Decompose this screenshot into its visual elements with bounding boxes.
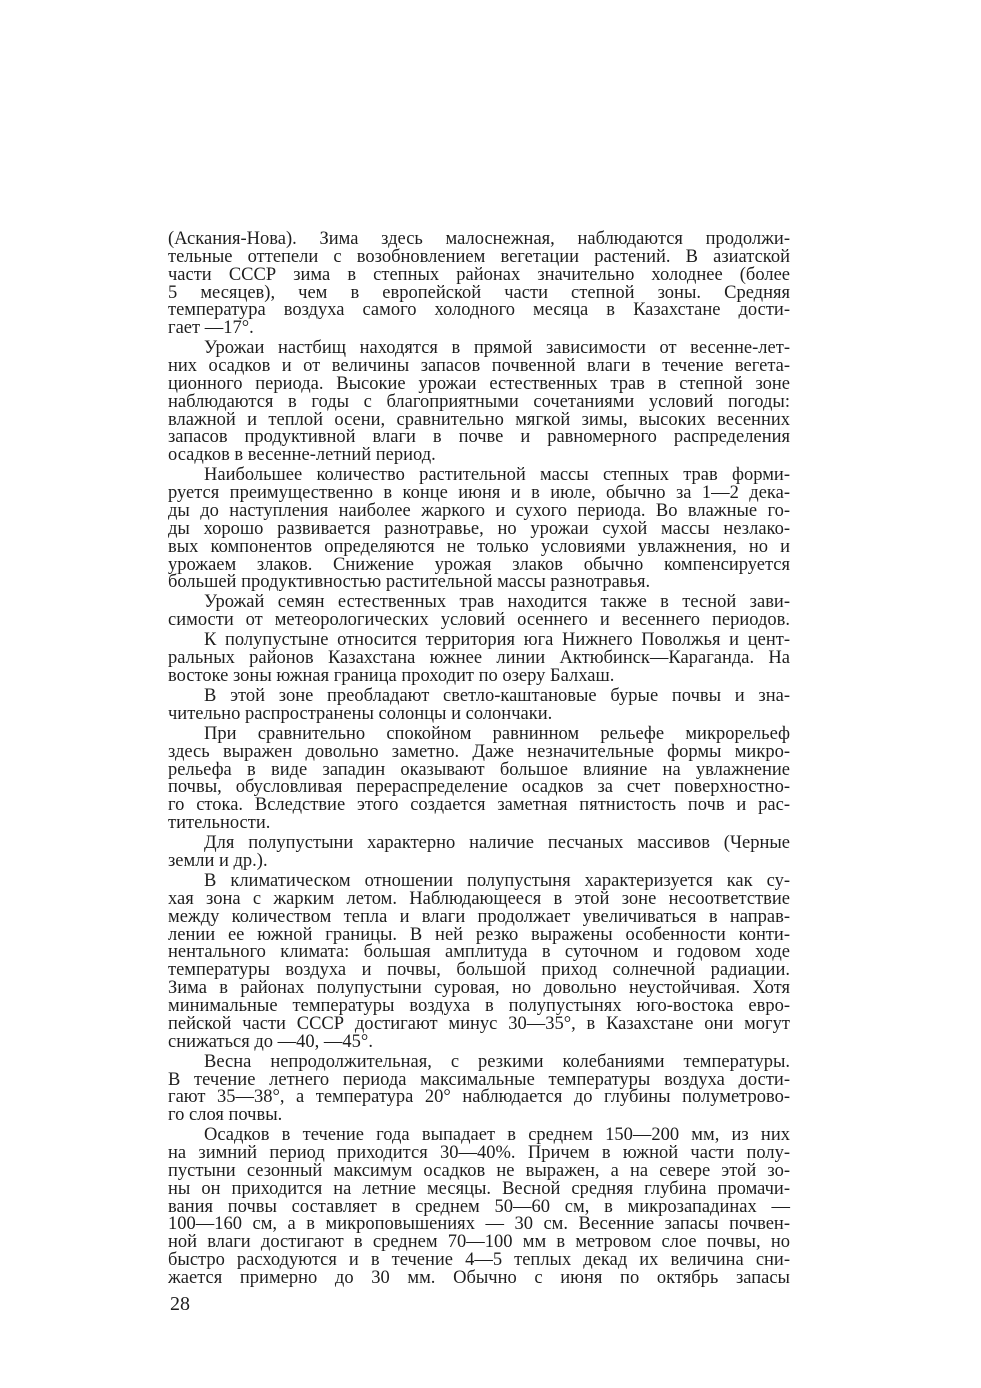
text-line: го стока. Вследствие этого создается заметная пятнистость почв и рас- xyxy=(168,795,790,816)
text-line: быстро расходуются и в течение 4—5 теплых декад их величина сни- xyxy=(168,1250,790,1271)
text-line: запасов продуктивной влаги в почве и равномерного распределения xyxy=(168,427,790,448)
text-line: Осадков в течение года выпадает в среднем 150—200 мм, из них xyxy=(204,1125,790,1146)
text-line: гает —17°. xyxy=(168,318,254,339)
text-line: тительности. xyxy=(168,813,271,834)
paragraph xyxy=(168,594,790,630)
paragraph xyxy=(168,467,790,592)
paragraph xyxy=(168,231,790,338)
text-line: востоке зоны южная граница проходит по озеру Балхаш. xyxy=(168,666,615,686)
text-line: на зимний период приходится 30—40%. Причем в южной части полу- xyxy=(168,1143,790,1164)
text-line: Для полупустыни характерно наличие песчаных массивов (Черные xyxy=(204,833,790,854)
paragraph xyxy=(168,835,790,871)
text-line: между количеством тепла и влаги продолжает увеличиваться в направ- xyxy=(168,906,790,927)
text-line: Урожаи настбищ находятся в прямой зависимости от весенне-лет- xyxy=(204,338,790,359)
paragraph xyxy=(168,340,790,465)
text-line: ционного периода. Высокие урожаи естественных трав в степной зоне xyxy=(168,373,790,394)
text-line: руется преимущественно в конце июня и в июле, обычно за 1—2 дека- xyxy=(168,483,790,504)
text-line: здесь выражен довольно заметно. Даже незначительные формы микро- xyxy=(168,741,790,762)
text-line: температуры воздуха и почвы, большой приход солнечной радиации. xyxy=(168,960,790,981)
text-line: осадков в весенне-летний период. xyxy=(168,445,436,466)
text-line: го слоя почвы. xyxy=(168,1105,283,1126)
text-line: ды до наступления наиболее жаркого и сухого периода. Во влажные го- xyxy=(168,501,790,522)
text-line: пустыни сезонный максимум осадков не выражен, а на севере этой зо- xyxy=(168,1160,790,1181)
paragraph xyxy=(168,1127,790,1288)
text-line: влажной и теплой осени, сравнительно мягкой зимы, высоких весенних xyxy=(168,409,790,430)
text-line: хая зона с жарким летом. Наблюдающееся в этой зоне несоответствие xyxy=(168,888,790,909)
text-line: жается примерно до 30 мм. Обычно с июня по октябрь запасы xyxy=(168,1267,790,1288)
text-line: земли и др.). xyxy=(168,851,268,871)
text-line: минимальные температуры воздуха в полупустынях юго-востока евро- xyxy=(168,995,790,1016)
text-line: урожаем злаков. Снижение урожая злаков обычно компенсируется xyxy=(168,554,790,575)
text-line: части СССР зима в степных районах значительно холоднее (более xyxy=(168,264,790,285)
text-line: них осадков и от величины запасов почвенной влаги в течение вегета- xyxy=(168,356,790,377)
text-line: В климатическом отношении полупустыня характеризуется как су- xyxy=(204,871,790,892)
page-number: 28 xyxy=(170,1293,190,1315)
paragraph xyxy=(168,688,790,724)
paragraph xyxy=(168,632,790,686)
text-line: 100—160 см, а в микроповышениях — 30 см. Весенние запасы почвен- xyxy=(168,1214,790,1235)
text-line: Зима в районах полупустыни суровая, но довольно неустойчивая. Хотя xyxy=(168,978,790,999)
text-line: пейской части СССР достигают минус 30—35°, в Казахстане они могут xyxy=(168,1013,790,1034)
text-line: рельефа в виде западин оказывают большое влияние на увлажнение xyxy=(168,759,790,780)
text-line: К полупустыне относится территория юга Нижнего Поволжья и цент- xyxy=(204,630,790,651)
text-line: большей продуктивностью растительной массы разнотравья. xyxy=(168,572,651,593)
text-line: 5 месяцев), чем в европейской части степной зоны. Средняя xyxy=(168,282,790,303)
text-line: В этой зоне преобладают светло-каштановые бурые почвы и зна- xyxy=(204,686,790,707)
text-line: тельные оттепели с возобновлением вегетации растений. В азиатской xyxy=(168,246,790,267)
text-line: симости от метеорологических условий осеннего и весеннего периодов. xyxy=(168,610,790,631)
text-line: вания почвы составляет в среднем 50—60 см, в микрозападинах — xyxy=(168,1196,790,1217)
text-line: лении ее южной границы. В ней резко выражены особенности конти- xyxy=(168,924,790,945)
text-line: температура воздуха самого холодного месяца в Казахстане дости- xyxy=(168,300,790,321)
text-line: наблюдаются в годы с благоприятными сочетаниями условий погоды: xyxy=(168,391,790,412)
text-line: ральных районов Казахстана южнее линии Актюбинск—Караганда. На xyxy=(168,648,790,669)
text-line: Наибольшее количество растительной массы степных трав форми- xyxy=(204,465,790,486)
text-line: гают 35—38°, а температура 20° наблюдается до глубины полуметрово- xyxy=(168,1087,790,1108)
text-line: ной влаги достигают в среднем 70—100 мм в метровом слое почвы, но xyxy=(168,1232,790,1253)
text-line: ны он приходится на летние месяцы. Весной средняя глубина промачи- xyxy=(168,1178,790,1199)
text-line: Весна непродолжительная, с резкими колебаниями температуры. xyxy=(204,1051,790,1072)
text-line: чительно распространены солонцы и солончаки. xyxy=(168,703,553,724)
paragraph xyxy=(168,1051,790,1126)
text-line: При сравнительно спокойном равнинном рельефе микрорельеф xyxy=(204,723,790,744)
text-line: вых компонентов определяются не только условиями увлажнения, но и xyxy=(168,536,790,557)
paragraph xyxy=(168,723,790,834)
paragraph xyxy=(168,873,790,1051)
text-line: ды хорошо развивается разнотравье, но урожаи сухой массы незлако- xyxy=(168,518,790,539)
text-line: (Аскания-Нова). Зима здесь малоснежная, наблюдаются продолжи- xyxy=(168,229,790,249)
page-text xyxy=(168,231,790,1288)
text-line: Урожай семян естественных трав находится также в тесной зави- xyxy=(204,592,790,613)
text-line: почвы, обусловливая перераспределение осадков за счет поверхностно- xyxy=(168,777,790,798)
text-line: В течение летнего периода максимальные температуры воздуха дости- xyxy=(168,1069,790,1090)
text-line: снижаться до —40, —45°. xyxy=(168,1031,373,1052)
text-line: нентального климата: большая амплитуда в суточном и годовом ходе xyxy=(168,942,790,963)
